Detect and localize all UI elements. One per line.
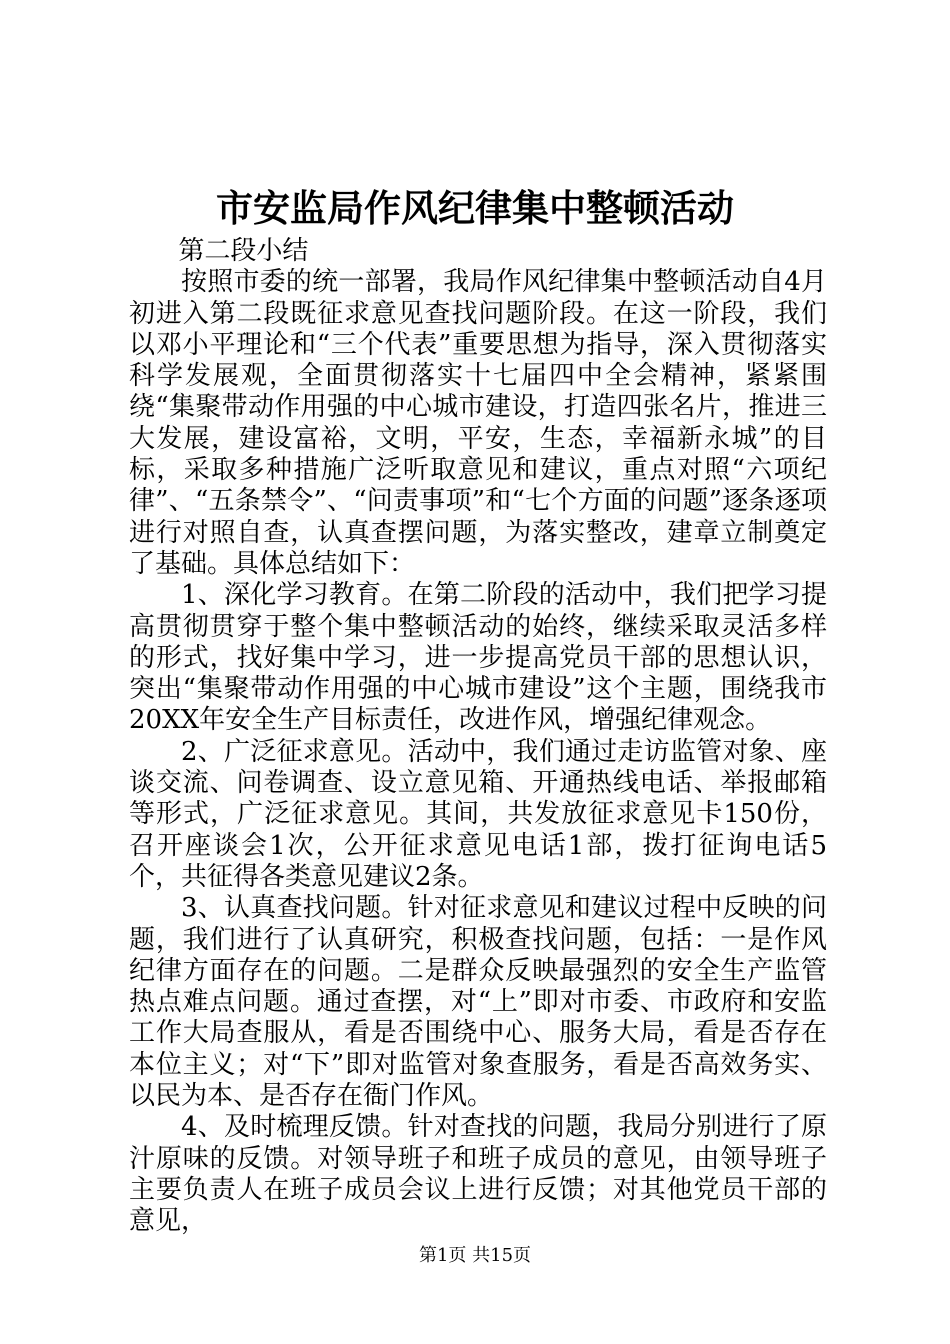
paragraph-item-4: 4、及时梳理反馈。针对查找的问题，我局分别进行了原汁原味的反馈。对领导班子和班子成员的意见，由领导班子主要负责人在班子成员会议上进行反馈；对其他党员干部的意见， bbox=[129, 1112, 827, 1237]
paragraph-item-1: 1、深化学习教育。在第二阶段的活动中，我们把学习提高贯彻贯穿于整个集中整顿活动的始终，继续采取灵活多样的形式，找好集中学习，进一步提高党员干部的思想认识，突出“集聚带动作用强的中心城市建设”这个主题，围绕我市20XX年安全生产目标责任，改进作风，增强纪律观念。 bbox=[129, 580, 827, 736]
paragraph-item-3: 3、认真查找问题。针对征求意见和建议过程中反映的问题，我们进行了认真研究，积极查找问题，包括：一是作风纪律方面存在的问题。二是群众反映最强烈的安全生产监管热点难点问题。通过查摆，对“上”即对市委、市政府和安监工作大局查服从，看是否围绕中心、服务大局，看是否存在本位主义；对“下”即对监管对象查服务，看是否高效务实、以民为本、是否存在衙门作风。 bbox=[129, 893, 827, 1112]
paragraph-item-2: 2、广泛征求意见。活动中，我们通过走访监管对象、座谈交流、问卷调查、设立意见箱、开通热线电话、举报邮箱等形式，广泛征求意见。其间，共发放征求意见卡150份，召开座谈会1次，公开征求意见电话1部，拨打征询电话5个，共征得各类意见建议2条。 bbox=[129, 736, 827, 892]
paragraph-intro: 按照市委的统一部署，我局作风纪律集中整顿活动自4月初进入第二段既征求意见查找问题阶段。在这一阶段，我们以邓小平理论和“三个代表”重要思想为指导，深入贯彻落实科学发展观，全面贯彻落实十七届四中全会精神，紧紧围绕“集聚带动作用强的中心城市建设，打造四张名片，推进三大发展，建设富裕，文明，平安，生态，幸福新永城”的目标，采取多种措施广泛听取意见和建议，重点对照“六项纪律”、“五条禁令”、“问责事项”和“七个方面的问题”逐条逐项进行对照自查，认真查摆问题，为落实整改，建章立制奠定了基础。具体总结如下： bbox=[129, 267, 827, 579]
page-number-footer: 第1页 共15页 bbox=[418, 1245, 532, 1266]
document-title: 市安监局作风纪律集中整顿活动 bbox=[216, 186, 734, 230]
section-subheading: 第二段小结 bbox=[178, 236, 309, 266]
document-body bbox=[129, 236, 827, 1238]
